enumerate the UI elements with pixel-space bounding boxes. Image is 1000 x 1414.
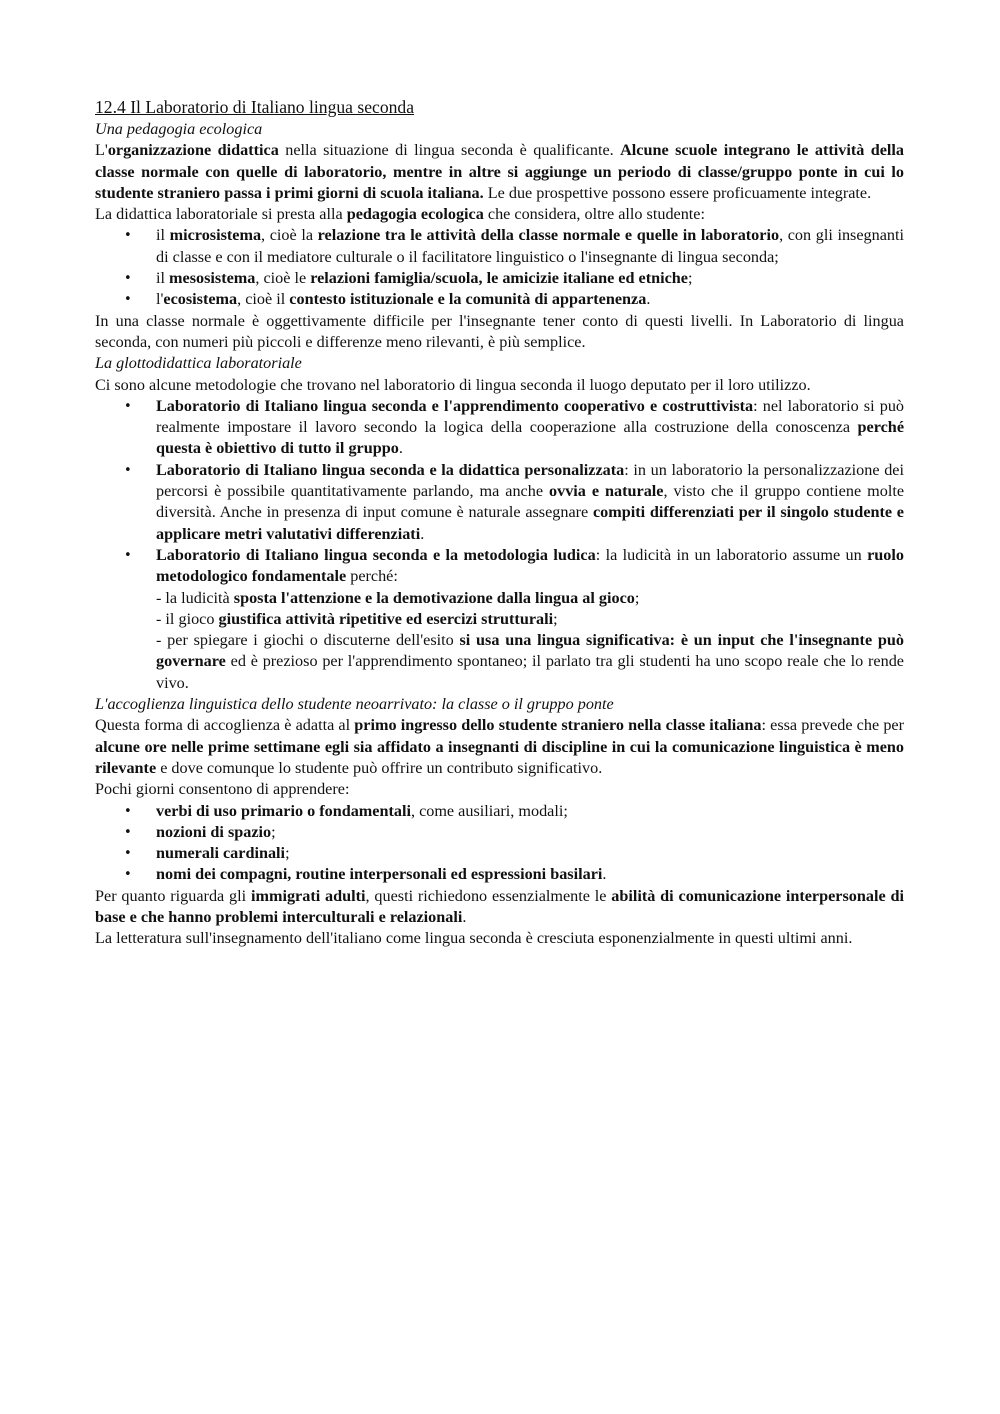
list-item: • l'ecosistema, cioè il contesto istituzionale e la comunità di appartenenza.	[95, 289, 904, 310]
paragraph-didattica-laboratoriale: La didattica laboratoriale si presta alla pedagogia ecologica che considera, oltre allo studente:	[95, 205, 705, 224]
subheading-accoglienza: L'accoglienza linguistica dello studente neoarrivato: la classe o il gruppo ponte	[95, 695, 614, 714]
bullet-icon: •	[124, 824, 132, 840]
bullet-icon: •	[124, 292, 132, 308]
bullet-icon: •	[124, 846, 132, 862]
list-item	[95, 545, 904, 694]
list-item: • verbi di uso primario o fondamentali, come ausiliari, modali;	[95, 801, 904, 822]
list-item: • Laboratorio di Italiano lingua seconda e la didattica personalizzata: in un laboratorio la personalizzazione dei percorsi è possibile quantitativamente parlando, ma anche ovvia e naturale, visto che il gruppo contiene molte diversità. Anche in presenza di input comune è naturale assegnare compiti differenziati per il singolo studente e applicare metri valutativi differenziati.	[124, 460, 904, 543]
bullet-icon: •	[124, 462, 132, 478]
bullet-list-apprendere	[95, 801, 904, 886]
ludica-point: - per spiegare i giochi o discuterne dell'esito si usa una lingua significativa: è un input che l'insegnante può governare ed è prezioso per l'apprendimento spontaneo; il parlato tra gli studenti ha uno scopo reale che lo rende vivo.	[156, 631, 904, 692]
list-item: • il mesosistema, cioè le relazioni famiglia/scuola, le amicizie italiane ed etniche;	[95, 268, 904, 289]
bullet-icon: •	[124, 271, 132, 287]
paragraph-accoglienza: Questa forma di accoglienza è adatta al primo ingresso dello studente straniero nella classe italiana: essa prevede che per alcune ore nelle prime settimane egli sia affidato a insegnanti di discipline in cui la comunicazione linguistica è meno rilevante e dove comunque lo studente può offrire un contributo significativo.	[95, 716, 904, 777]
paragraph-metodologie: Ci sono alcune metodologie che trovano nel laboratorio di lingua seconda il luogo deputato per il loro utilizzo.	[95, 375, 811, 394]
ludica-intro: Laboratorio di Italiano lingua seconda e la metodologia ludica: la ludicità in un laboratorio assume un ruolo metodologico fondamentale perché:	[156, 545, 904, 586]
subheading-glottodidattica: La glottodidattica laboratoriale	[95, 354, 302, 373]
paragraph-organizzazione: L'organizzazione didattica nella situazione di lingua seconda è qualificante. Alcune scuole integrano le attività della classe normale con quelle di laboratorio, mentre in altre si aggiunge un periodo di classe/gruppo ponte in cui lo studente straniero passa i primi giorni di scuola italiana. Le due prospettive possono essere proficuamente integrate.	[95, 141, 905, 202]
list-item: • nomi dei compagni, routine interpersonali ed espressioni basilari.	[95, 864, 904, 885]
list-item: • Laboratorio di Italiano lingua seconda e l'apprendimento cooperativo e costruttivista: nel laboratorio si può realmente impostare il lavoro secondo la logica della cooperazione alla costruzione della conoscenza perché questa è obiettivo di tutto il gruppo.	[124, 396, 905, 458]
bullet-icon: •	[124, 398, 132, 414]
paragraph-letteratura: La letteratura sull'insegnamento dell'italiano come lingua seconda è cresciuta esponenzialmente in questi ultimi anni.	[95, 929, 853, 948]
document-page	[95, 95, 904, 950]
bullet-list-sistemi	[95, 225, 904, 310]
bullet-icon: •	[124, 867, 132, 883]
bullet-list-metodologie	[95, 396, 904, 694]
list-item: • nozioni di spazio;	[95, 822, 904, 843]
ludica-point: - il gioco giustifica attività ripetitive ed esercizi strutturali;	[156, 609, 558, 628]
paragraph-pochi-giorni: Pochi giorni consentono di apprendere:	[95, 780, 350, 799]
bullet-icon: •	[124, 228, 132, 244]
section-heading: 12.4 Il Laboratorio di Italiano lingua seconda	[95, 97, 415, 117]
bullet-icon: •	[124, 547, 132, 563]
subheading-pedagogia-ecologica: Una pedagogia ecologica	[95, 120, 263, 138]
list-item: • numerali cardinali;	[95, 843, 904, 864]
ludica-point: - la ludicità sposta l'attenzione e la demotivazione dalla lingua al gioco;	[156, 588, 640, 607]
bullet-icon: •	[124, 803, 132, 819]
paragraph-classe-normale: In una classe normale è oggettivamente difficile per l'insegnante tener conto di questi livelli. In Laboratorio di lingua seconda, con numeri più piccoli e differenze meno rilevanti, è più semplice.	[95, 311, 904, 351]
paragraph-immigrati-adulti: Per quanto riguarda gli immigrati adulti, questi richiedono essenzialmente le abilità di comunicazione interpersonale di base e che hanno problemi interculturali e relazionali.	[95, 886, 904, 926]
list-item: • il microsistema, cioè la relazione tra le attività della classe normale e quelle in laboratorio, con gli insegnanti di classe e con il mediatore culturale o il facilitatore linguistico o l'insegnante di lingua seconda;	[124, 226, 905, 266]
